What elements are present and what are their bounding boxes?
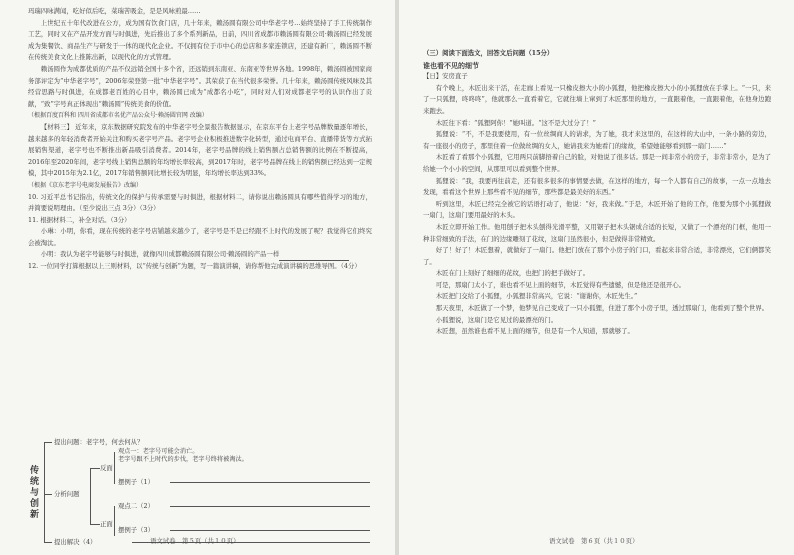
left-para-0: 玛瑞四咏满闻，吃好似后吃，菜瑞苦吸金，是是风咏煎最…… (28, 7, 201, 15)
solve-node: 提出解决（4） (54, 538, 97, 546)
left-para-1: 上世纪五十年代改进在公方，成为国有饮食门店，几十年来，赖汤圆有限公司中华老字号…始终坚持了手工传统制作工艺，同时又在产品开发方面与时俱进，先后推出了多个系列新品，日前，四川省成都市赖汤圆有限公司·赖汤圆已经发展成为集餐饮、商品生产与研发于一体的现代化企业。不仅拥有位于市中心的总店和多家连锁店，还建有新厂，赖汤圆不断在传统美食文化上推陈出新，以现代化的方式管理。 (28, 18, 372, 62)
bracket-top (90, 468, 100, 469)
view-1-title: 观点一：老字号可能会消亡。 (118, 448, 199, 455)
story-para-3: 木匠看了看那个小狐狸，它用两只前脚捂着自己的脸，对他说了很多话。那是一间非常小的房子，非常非常小，是为了给她一个小小的空间，从那里可以看到整个世界。 (423, 153, 771, 173)
positive-node: 正面 (100, 520, 113, 528)
left-source-2: （根据《京东老字号电商发展报告》改编） (28, 181, 143, 189)
reading-section-title: （三）阅读下面选文，回答文后问题（15分） (423, 49, 554, 57)
mind-map-trunk (44, 442, 45, 542)
story-para-1: 木匠往下看：“狐狸阿你！”她叫道。“这不是大过分了！” (435, 118, 596, 127)
left-page (0, 0, 395, 555)
bracket-bottom (90, 524, 100, 525)
story-para-2: 狐狸说：“不，不是我要使用，有一位丝绸商人的请求，为了她，我才来这里的，在这样的大山中，一条小路的旁边，有一座很小的房子，那里住着一位做丝绸的女人，她请我来为她看门的缘故，希望她能够看到那一扇门……” (423, 130, 771, 150)
right-page (399, 0, 794, 555)
view-1-detail: 老字号跟不上时代的步伐，老字号终将被淘汰。 (118, 456, 248, 463)
story-para-4: 狐狸说：“我，我要再往前走，还有很多很多的事情要去做，在这样的地方，每一个人都有自己的故事，一点一点地去发现，看看这个世界上那些看不见的细节，那些都是最美好的东西。” (423, 176, 771, 197)
story-para-5: 听到这里，木匠已经完全被它的话语打动了，他说：“好，我来做。”于是，木匠开始了他的工作，他要为那个小狐狸做一扇门，这扇门要用最好的木头。 (423, 199, 771, 220)
mind-map-title: 传统与创新 (30, 466, 40, 520)
left-column (28, 6, 372, 273)
negative-node: 反面 (100, 464, 113, 472)
left-para-2: 赖汤圆作为成都优质的产品不仅远销全国十多个省，还远销到东南亚、东南亚等世界各地。1998年，赖汤圆被国家商务部评定为“中华老字号”，2006年荣登第一批“中华老字号”。其荣获了在当代很多荣誉。几十年来，赖汤圆传统风味及其经营思路与时俱进，在成都老百姓的心目中，赖汤圆已成为“成都名小吃”，同时对人们对成都老字号的认识作出了贡献，“致”字号真正体现出“赖汤圆”传统美食的价值。 (28, 64, 372, 108)
view-1 (118, 448, 368, 464)
story-title: 谁也看不见的细节 (423, 60, 479, 70)
view-2-node: 观点二（2） (118, 502, 155, 510)
dialogue-line-1: 小琳：小明，你看，现在传统的老字号店铺越来越少了，老字号是不是已经跟不上时代的发展了呢？我觉得它们终究会被淘汰。 (28, 227, 372, 247)
dialogue-line-2-text: 小明：我认为老字号能够与时俱进，就像四川成都赖汤圆有限公司·赖汤圆的产品一样 (40, 250, 280, 259)
dialogue-line-2 (28, 249, 372, 261)
story-para-7: 好了！好了！木匠想着，就做好了一扇门。他把门放在了那个小房子的门口，看起来非常合适，非常漂亮，它们俩都笑了。 (423, 246, 771, 266)
positive-bracket (114, 506, 115, 536)
question-12: 12. 一位同学打算根据以上三则材料，以“传统与创新”为题，写一篇演讲稿，请你帮他完成演讲稿的思维导图。（4分） (28, 262, 361, 271)
left-source-1: （根据百度百科和 四川省成都市名优产品公众号·赖汤圆官网 改编） (28, 112, 208, 120)
story-para-0: 有个晚上，木匠出来干活，在走廊上看见一只橡皮擦大小的小狐狸，他把橡皮擦大小的小狐狸放在手掌上。“一只，来了一只狐狸，咚咚咚”，他就那么一直看着它，它就往墙上窜到了木匠那里的地方，一直跟着他，一直跟着他，在他身边跑来跑去。 (423, 83, 771, 115)
story-para-6: 木匠立即开始工作。他用刨子把木头刨得光滑平整，又用锯子把木头锯成合适的长短，又做了一个漂亮的门框，他用一种非常细致的手法，在门的边缘雕刻了花纹，这扇门虽然很小，但是做得非常精致。 (423, 222, 771, 243)
left-footer: 语文试卷 第５页（共１０页） (150, 537, 240, 545)
negative-bracket (114, 452, 115, 484)
left-material-3: 【材料三】 近年来，京东数据研究院发布的中华老字号全景报告数据显示，在京东平台上老字号品牌数量逐年增长，越来越多的年轻消费者开始关注和购买老字号产品。老字号企业积极推进数字化转型，通过电商平台、直播带货等方式拓展销售渠道，老字号也不断推出新品吸引消费者。2014年，老字号品牌的线上销售额占总销售额的比例在不断提高，2016年至2020年间，老字号线上销售总额的年均增长率较高，到2017年时，老字号品牌在线上的销售额已经达到一定规模，其中2015年为2.1亿，2017年销售额同比增长较为明显，年均增长率达到33%。 (28, 122, 372, 178)
analysis-bracket (90, 468, 91, 524)
case-2-blank[interactable] (170, 530, 370, 531)
case-1-blank[interactable] (170, 482, 370, 483)
right-column (423, 48, 771, 338)
right-footer: 语文试卷 第６页（共１０页） (549, 537, 639, 545)
story-para-10: 木匠把门交给了小狐狸，小狐狸非常高兴，它说：“谢谢你，木匠先生。” (435, 292, 638, 301)
story-author: 【日】安房直子 (423, 72, 468, 81)
question-10: 10. 习近平总书记指出，传统文化的保护与传承需要与时俱进，根据材料二，请你说出赖汤圆具有哪些值得学习的地方，并简要说明理由。（至少说出三点 3分）（3分） (28, 192, 372, 213)
story-para-13: 木匠想，虽然谁也看不见上面的细节，但是有一个人知道，那就够了。 (435, 327, 634, 336)
story-para-9: 可是，那扇门太小了，谁也看不见上面的细节，木匠觉得有些遗憾，但是他还是很开心。 (435, 280, 686, 289)
trunk-branch-top (44, 442, 52, 443)
analysis-node: 分析问题 (54, 490, 80, 498)
trunk-branch-bottom (44, 542, 52, 543)
case-2-node: 摆例子（3） (118, 526, 155, 534)
trunk-branch-mid (44, 494, 52, 495)
view-2-blank[interactable] (170, 506, 370, 507)
story-para-8: 木匠在门上刻好了细细的花纹，也把门的把手做好了。 (435, 269, 590, 278)
case-1-node: 摆例子（1） (118, 478, 155, 486)
intro-node: 提出问题：老字号，何去何从？ (54, 438, 144, 446)
question-11: 11. 根据材料二，补全对话。（3分） (28, 215, 131, 224)
story-para-11: 那天夜里，木匠做了一个梦，他梦见自己变成了一只小狐狸，住进了那个小房子里，透过那扇门，他看到了整个世界。 (435, 304, 769, 313)
mind-map (30, 438, 390, 548)
story-para-12: 小狐狸说，这扇门是它见过的最漂亮的门。 (435, 315, 558, 324)
answer-blank[interactable] (279, 253, 349, 261)
